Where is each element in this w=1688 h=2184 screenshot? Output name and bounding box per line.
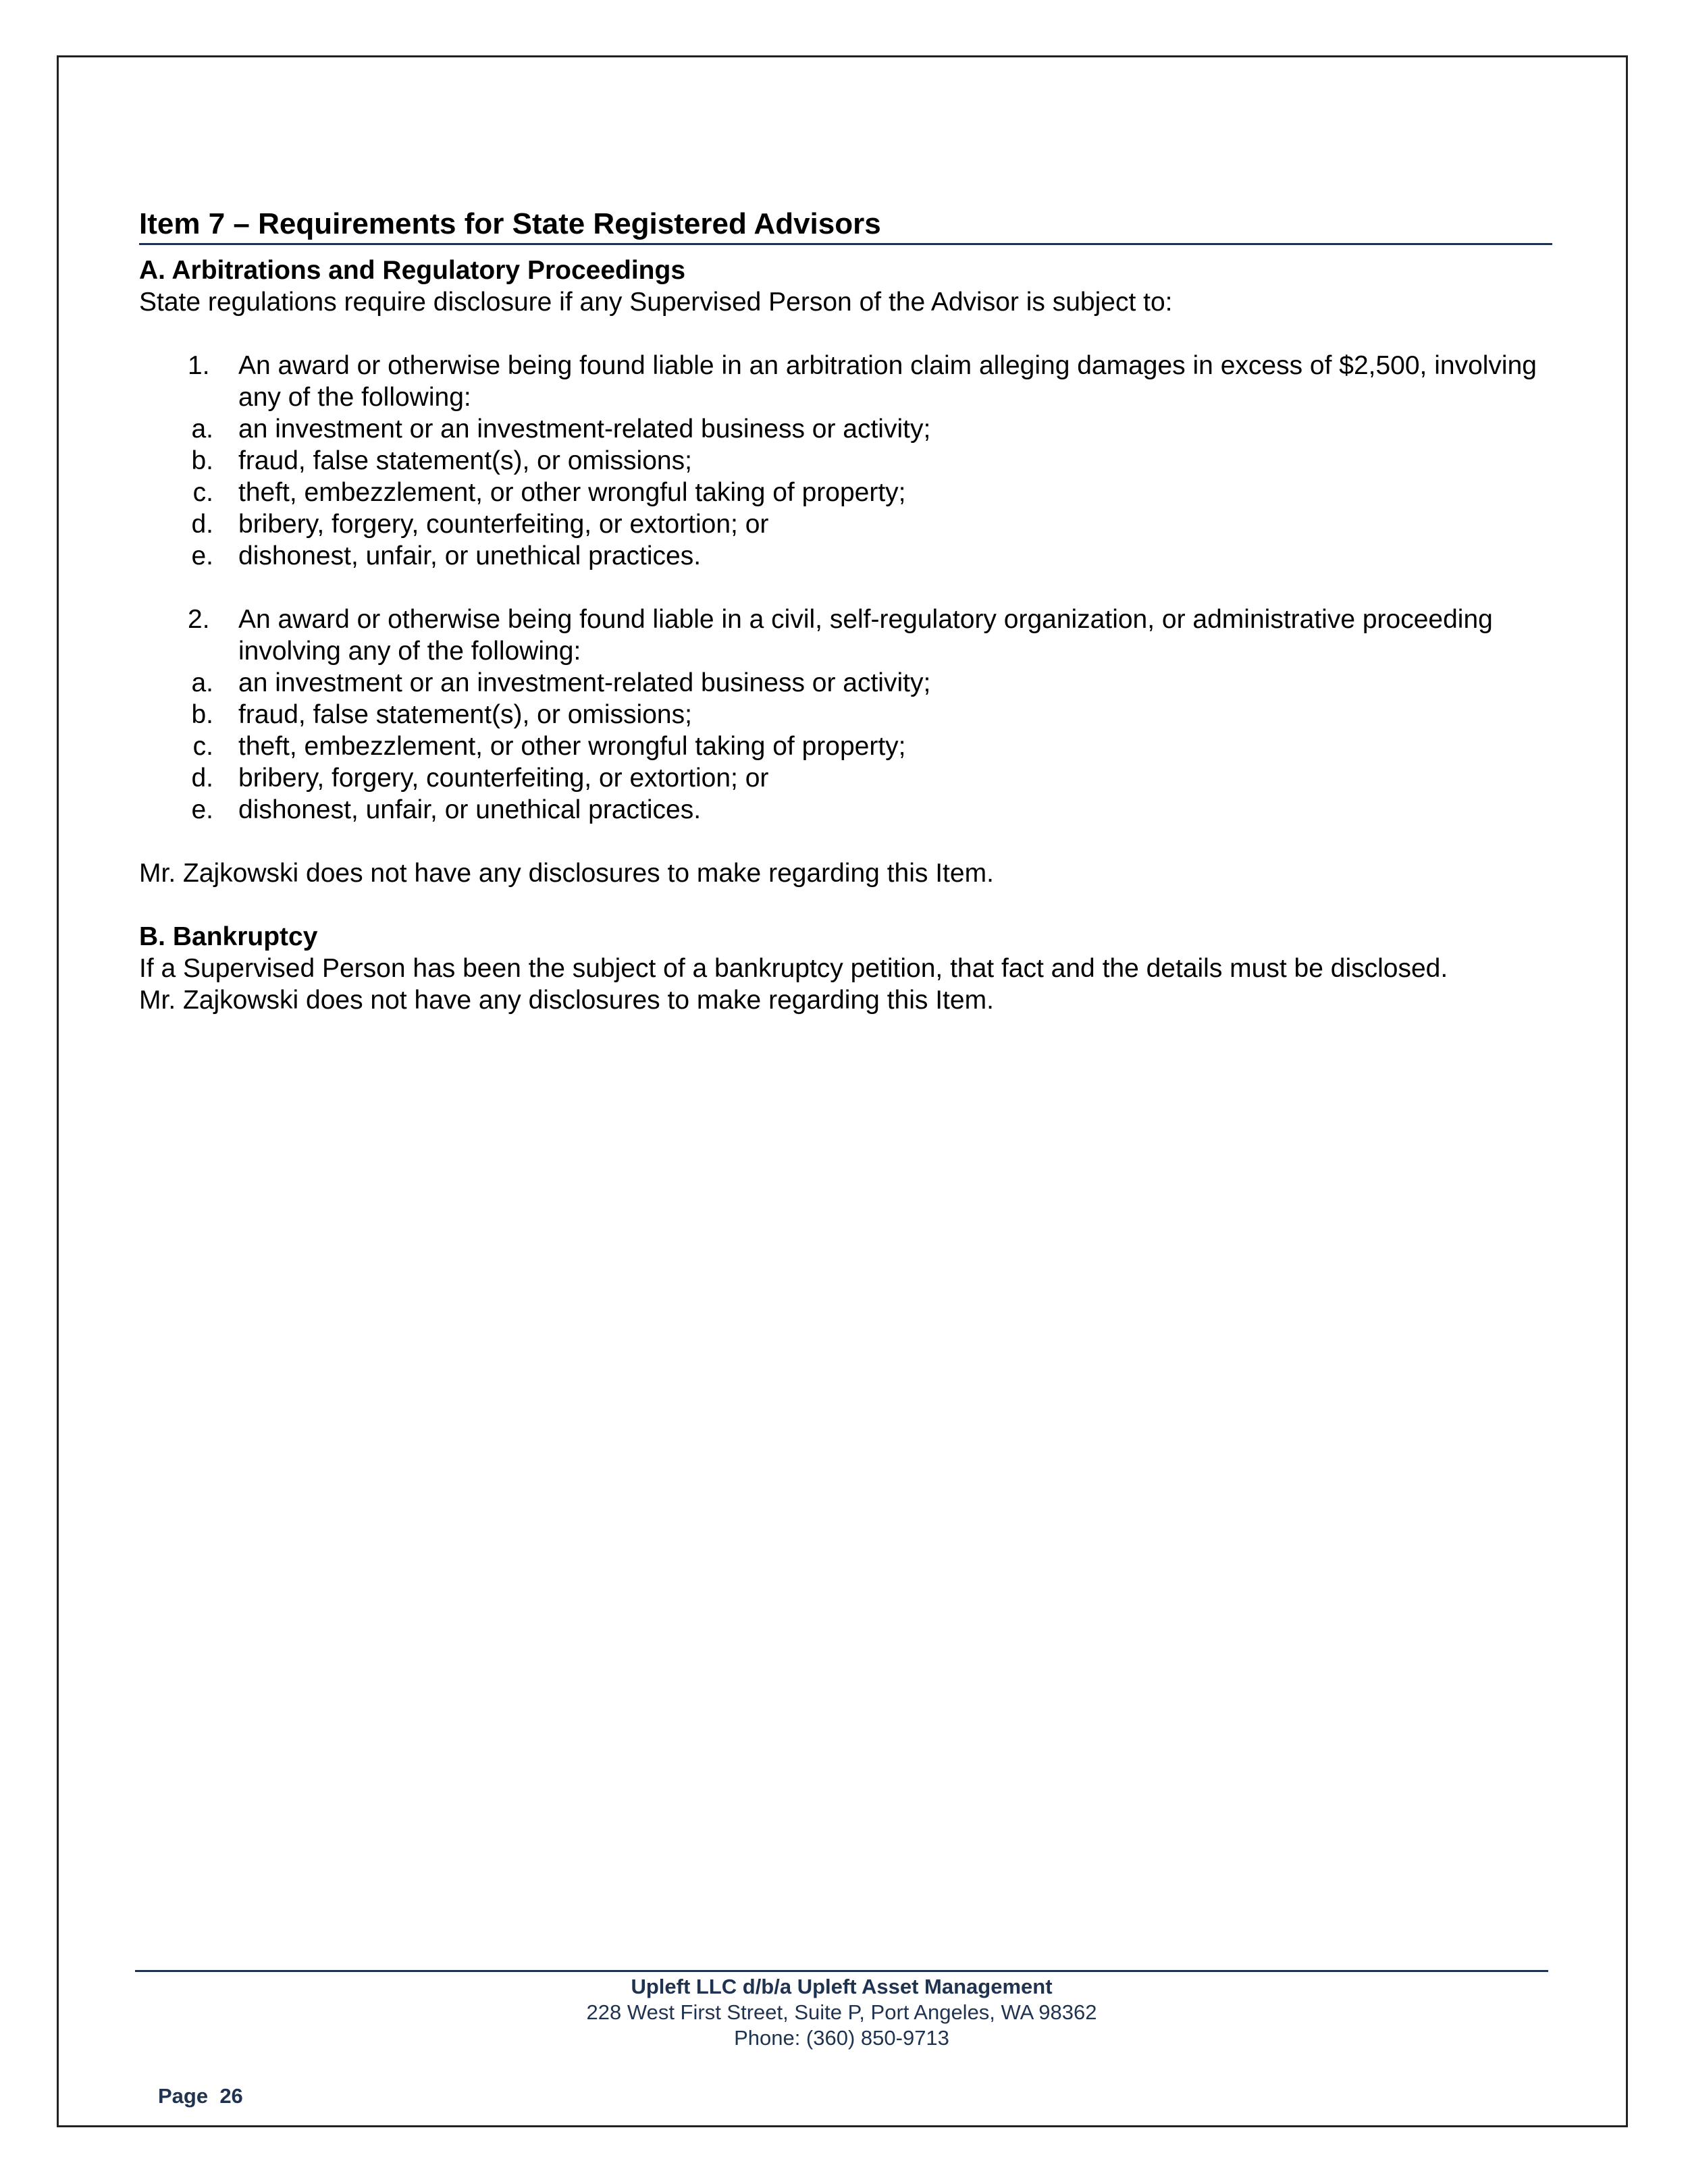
sub-marker: d. — [191, 510, 213, 539]
list-item — [139, 667, 1552, 699]
document-body — [139, 207, 1552, 1016]
sub-text: dishonest, unfair, or unethical practices. — [238, 541, 702, 570]
list-item — [139, 762, 1552, 794]
sub-text: an investment or an investment-related business or activity; — [238, 415, 931, 444]
sub-marker: c. — [192, 732, 213, 761]
footer — [135, 1974, 1548, 2051]
item-heading: Item 7 – Requirements for State Registered Advisors — [139, 207, 1552, 245]
section-b-heading: B. Bankruptcy — [139, 922, 318, 951]
list-item — [139, 540, 1552, 572]
spacer — [139, 572, 1552, 604]
spacer — [139, 889, 1552, 921]
list-item — [139, 794, 1552, 826]
section-a-heading: A. Arbitrations and Regulatory Proceedings — [139, 256, 686, 285]
section-b-disclosure: Mr. Zajkowski does not have any disclosures to make regarding this Item. — [139, 986, 994, 1015]
sub-text: an investment or an investment-related business or activity; — [238, 668, 931, 697]
numbered-item-1 — [139, 350, 1552, 413]
sub-text: theft, embezzlement, or other wrongful taking of property; — [238, 478, 906, 507]
sub-marker: e. — [191, 541, 213, 570]
sub-list-2 — [139, 667, 1552, 826]
item-text: An award or otherwise being found liable in an arbitration claim alleging damages in excess of $2,500, involving any of the following: — [238, 351, 1537, 412]
section-b-intro: If a Supervised Person has been the subject of a bankruptcy petition, that fact and the details must be disclosed. — [139, 954, 1448, 983]
sub-marker: a. — [191, 668, 213, 697]
list-item — [139, 445, 1552, 477]
sub-list-1 — [139, 413, 1552, 572]
list-item — [139, 699, 1552, 730]
sub-text: bribery, forgery, counterfeiting, or extortion; or — [238, 764, 769, 793]
list-item — [139, 413, 1552, 445]
list-item — [139, 477, 1552, 508]
sub-text: bribery, forgery, counterfeiting, or extortion; or — [238, 510, 769, 539]
footer-address: 228 West First Street, Suite P, Port Angeles, WA 98362 — [586, 2000, 1097, 2024]
sub-text: fraud, false statement(s), or omissions; — [238, 446, 692, 475]
sub-marker: e. — [191, 795, 213, 824]
sub-text: dishonest, unfair, or unethical practices. — [238, 795, 702, 824]
item-marker: 1. — [188, 351, 210, 380]
sub-marker: b. — [191, 446, 213, 475]
footer-phone: Phone: (360) 850-9713 — [734, 2026, 949, 2050]
page-number: Page 26 — [158, 2084, 243, 2108]
item-marker: 2. — [188, 605, 210, 634]
footer-company: Upleft LLC d/b/a Upleft Asset Management — [631, 1975, 1053, 1998]
section-a-intro: State regulations require disclosure if any Supervised Person of the Advisor is subject to: — [139, 288, 1173, 317]
sub-marker: c. — [192, 478, 213, 507]
list-item — [139, 730, 1552, 762]
sub-marker: b. — [191, 700, 213, 729]
item-text: An award or otherwise being found liable in a civil, self-regulatory organization, or administrative proceeding involving any of the following: — [238, 605, 1493, 666]
sub-text: fraud, false statement(s), or omissions; — [238, 700, 692, 729]
sub-marker: d. — [191, 764, 213, 793]
section-a-disclosure: Mr. Zajkowski does not have any disclosures to make regarding this Item. — [139, 859, 994, 888]
sub-text: theft, embezzlement, or other wrongful taking of property; — [238, 732, 906, 761]
list-item — [139, 508, 1552, 540]
footer-rule — [135, 1970, 1548, 1972]
spacer — [139, 318, 1552, 350]
sub-marker: a. — [191, 415, 213, 444]
spacer — [139, 826, 1552, 857]
numbered-item-2 — [139, 604, 1552, 667]
